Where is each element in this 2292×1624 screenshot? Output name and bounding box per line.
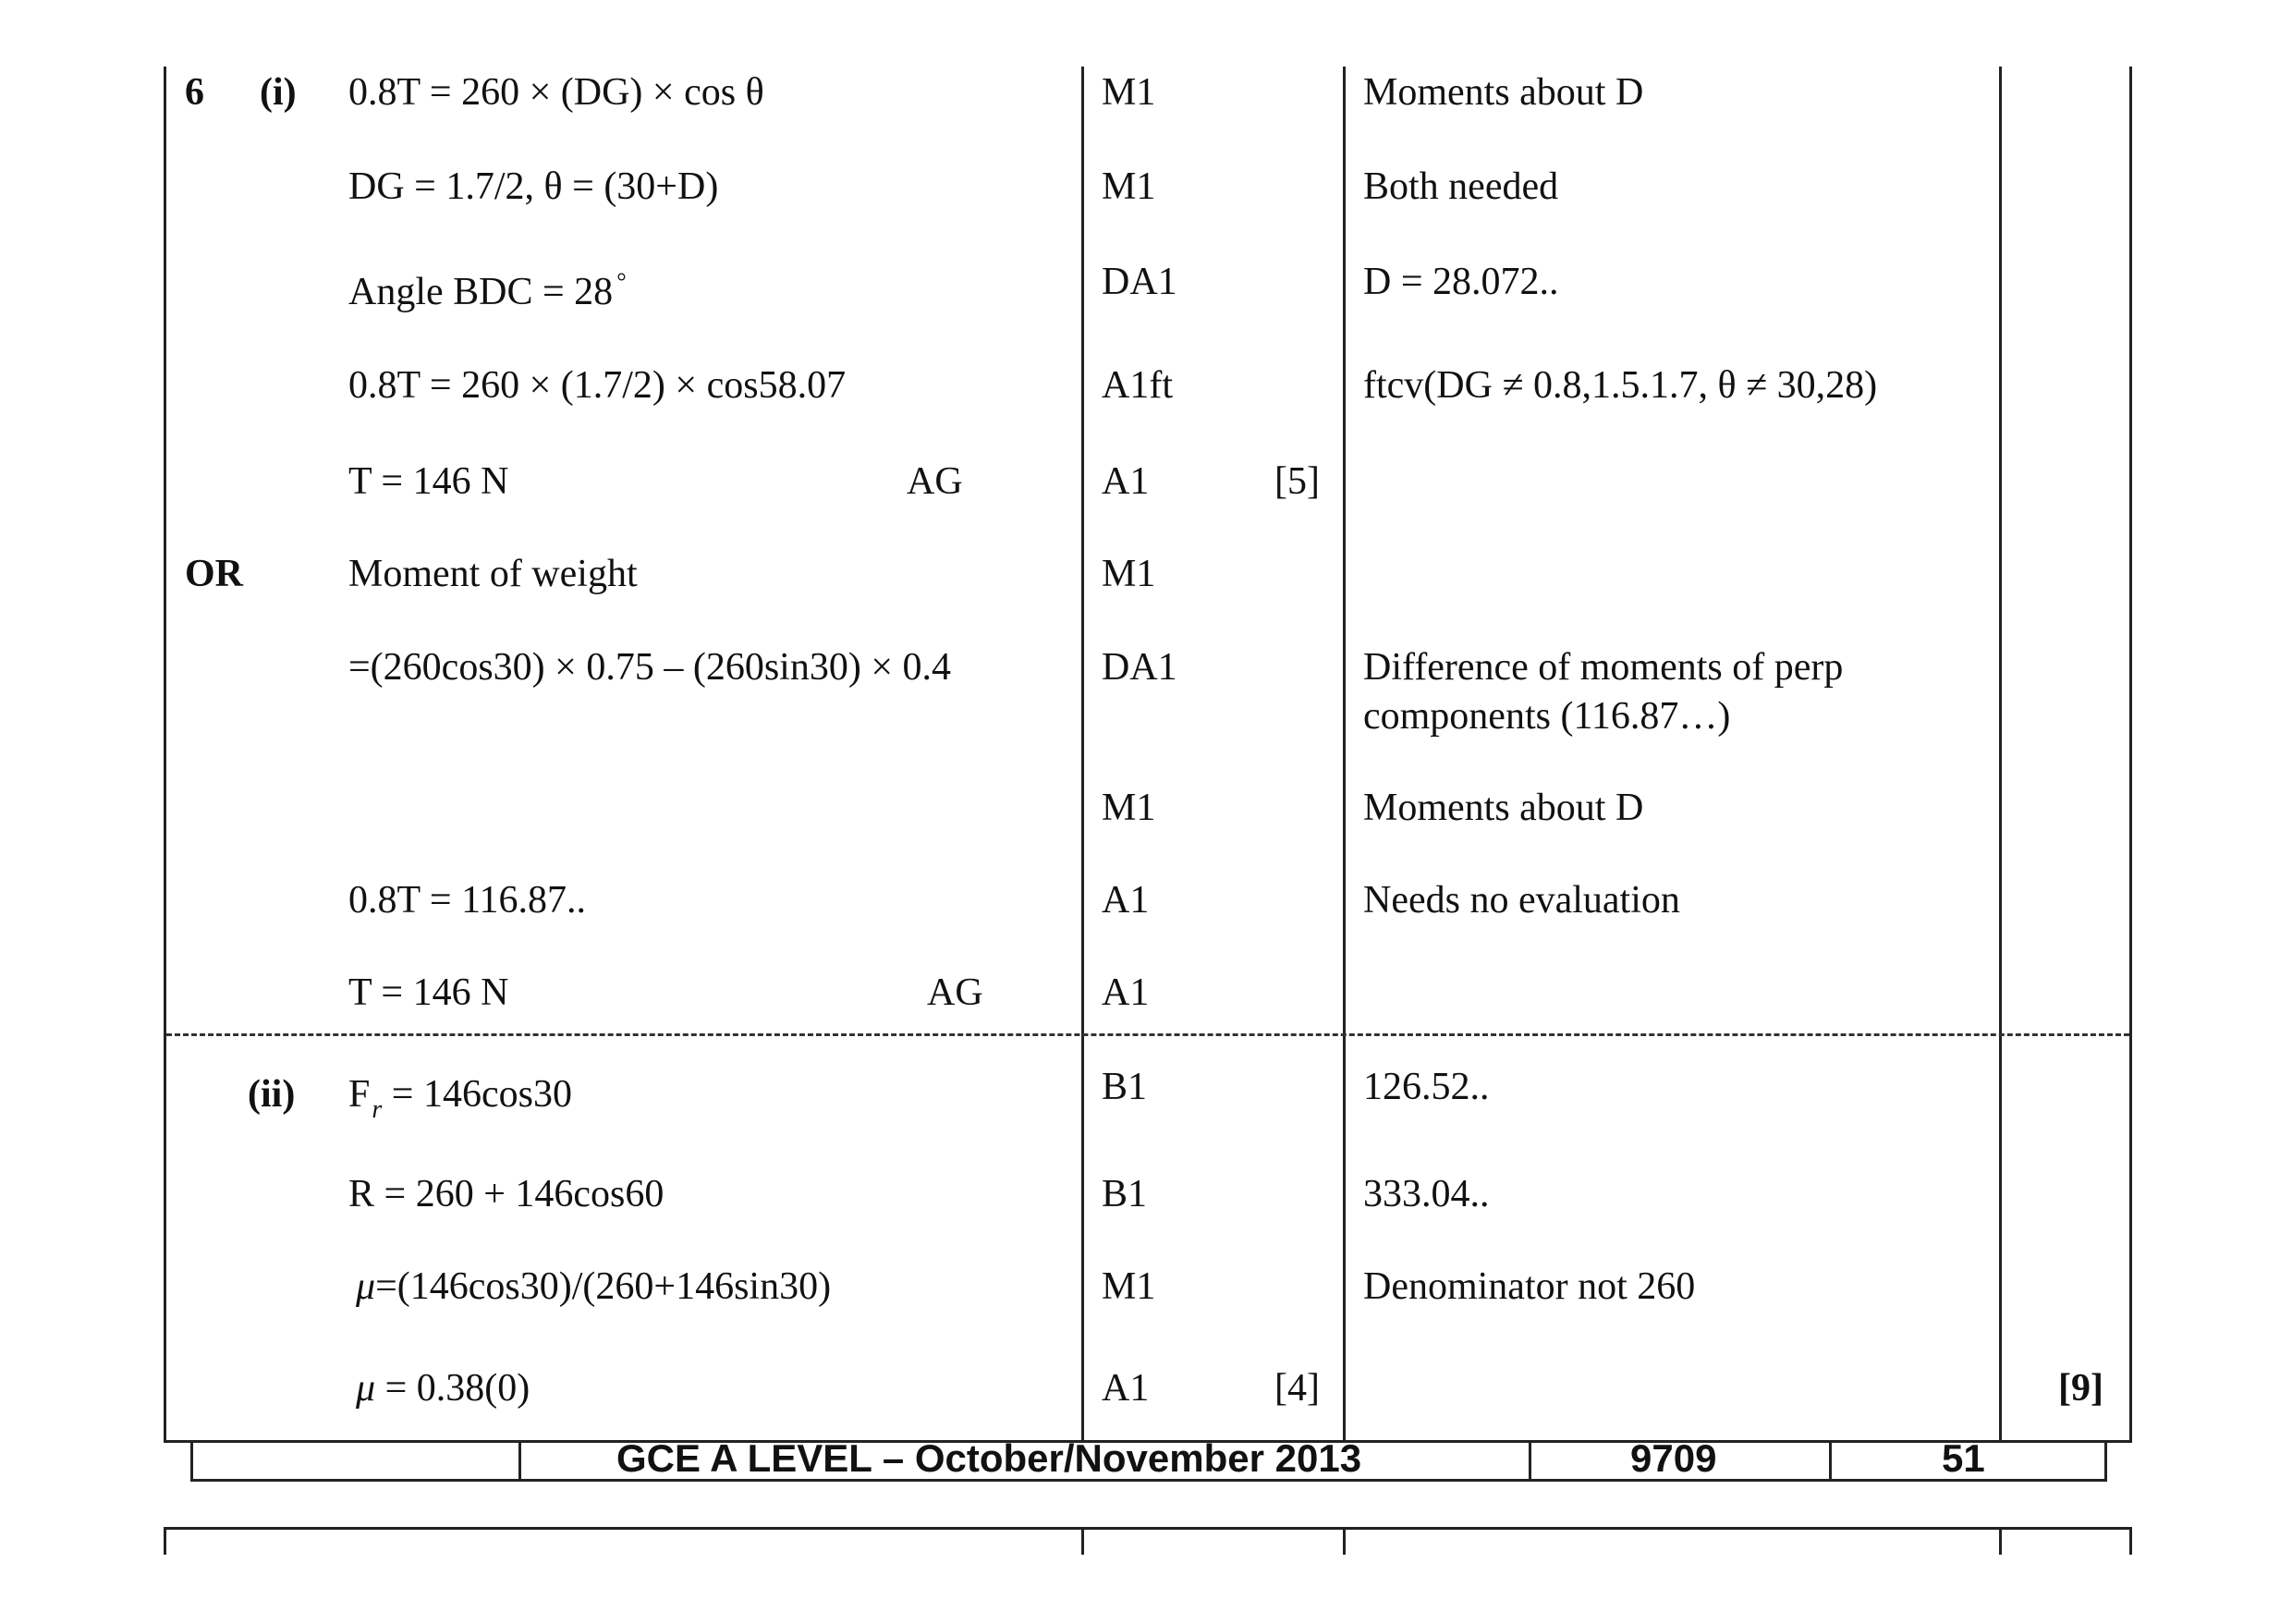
mark-code: A1 xyxy=(1102,971,1150,1014)
working-line: 0.8T = 260 × (DG) × cos θ xyxy=(348,71,764,114)
part-i-label: (i) xyxy=(260,71,297,114)
mark-code: DA1 xyxy=(1102,261,1177,303)
alternative-method-label: OR xyxy=(185,553,243,595)
part-i-subtotal: [5] xyxy=(1274,460,1320,503)
part-separator-dashed-line xyxy=(166,1033,2129,1036)
force-symbol: F xyxy=(348,1073,371,1116)
working-line xyxy=(356,1369,530,1408)
next-table-guidance-border xyxy=(1343,1527,1346,1555)
mark-code: DA1 xyxy=(1102,646,1177,689)
working-line xyxy=(356,1267,831,1306)
guidance-note: Needs no evaluation xyxy=(1363,879,1680,922)
working-line: 0.8T = 116.87.. xyxy=(348,879,587,922)
part-ii-label: (ii) xyxy=(248,1073,296,1116)
guidance-note-continued: components (116.87…) xyxy=(1363,695,1731,738)
working-text: = 0.38(0) xyxy=(375,1367,530,1410)
answer-given-label: AG xyxy=(907,460,963,503)
mark-code: M1 xyxy=(1102,787,1156,829)
working-line: T = 146 N xyxy=(348,460,509,503)
guidance-note: 333.04.. xyxy=(1363,1173,1490,1215)
footer-divider xyxy=(1529,1442,1531,1481)
mark-code: B1 xyxy=(1102,1066,1148,1108)
force-subscript: r xyxy=(372,1095,383,1124)
working-line: DG = 1.7/2, θ = (30+D) xyxy=(348,165,719,208)
next-table-left-border xyxy=(164,1527,166,1555)
mu-symbol: μ xyxy=(356,1265,376,1308)
next-table-top-border xyxy=(164,1527,2132,1530)
total-column-left-border xyxy=(1999,67,2002,1442)
guidance-note: 126.52.. xyxy=(1363,1066,1490,1108)
next-table-marks-border xyxy=(1081,1527,1084,1555)
marks-column-left-border xyxy=(1081,67,1084,1442)
working-text: =(146cos30)/(260+146sin30) xyxy=(375,1265,832,1308)
guidance-note: Both needed xyxy=(1363,165,1559,208)
working-text: Angle BDC = 28 xyxy=(348,271,614,313)
next-table-right-border xyxy=(2129,1527,2132,1555)
mark-code: M1 xyxy=(1102,165,1156,208)
guidance-note: Denominator not 260 xyxy=(1363,1265,1696,1308)
answer-given-label: AG xyxy=(927,971,983,1014)
mark-code: M1 xyxy=(1102,71,1156,114)
table-right-border xyxy=(2129,67,2132,1442)
guidance-note: D = 28.072.. xyxy=(1363,261,1559,303)
guidance-note: ftcv(DG ≠ 0.8,1.5.1.7, θ ≠ 30,28) xyxy=(1363,364,1878,407)
degree-symbol: ° xyxy=(616,268,627,295)
footer-divider xyxy=(518,1442,521,1481)
next-table-total-border xyxy=(1999,1527,2002,1555)
mark-code: M1 xyxy=(1102,1265,1156,1308)
guidance-column-left-border xyxy=(1343,67,1346,1442)
mark-code: A1 xyxy=(1102,460,1150,503)
guidance-note: Moments about D xyxy=(1363,71,1644,114)
part-ii-subtotal: [4] xyxy=(1274,1367,1320,1410)
guidance-note: Difference of moments of perp xyxy=(1363,646,1844,689)
working-line: =(260cos30) × 0.75 – (260sin30) × 0.4 xyxy=(348,646,952,689)
mark-code: A1 xyxy=(1102,879,1150,922)
footer-paper-number: 51 xyxy=(1942,1436,1985,1480)
footer-divider xyxy=(1829,1442,1832,1481)
mark-code: B1 xyxy=(1102,1173,1148,1215)
question-number: 6 xyxy=(185,71,204,114)
question-total: [9] xyxy=(2058,1367,2103,1410)
working-line: T = 146 N xyxy=(348,971,509,1014)
working-line: 0.8T = 260 × (1.7/2) × cos58.07 xyxy=(348,364,847,407)
footer-exam-title: GCE A LEVEL – October/November 2013 xyxy=(616,1436,1362,1480)
footer-syllabus-code: 9709 xyxy=(1630,1436,1717,1480)
working-text: = 146cos30 xyxy=(391,1073,572,1116)
guidance-note: Moments about D xyxy=(1363,787,1644,829)
mark-code: M1 xyxy=(1102,553,1156,595)
mu-symbol: μ xyxy=(356,1367,376,1410)
mark-code: A1ft xyxy=(1102,364,1173,407)
working-line: R = 260 + 146cos60 xyxy=(348,1173,664,1215)
working-line xyxy=(348,268,627,313)
working-line xyxy=(348,1073,572,1124)
mark-code: A1 xyxy=(1102,1367,1150,1410)
working-line: Moment of weight xyxy=(348,553,638,595)
table-left-border xyxy=(164,67,166,1442)
